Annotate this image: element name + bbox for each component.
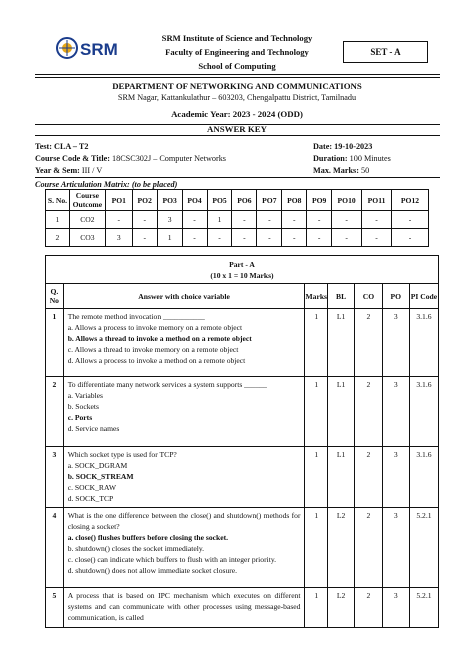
answer-key-title: ANSWER KEY (207, 124, 267, 134)
question-text: Which socket type is used for TCP? (67, 450, 177, 459)
po-cell: 3 (382, 447, 409, 508)
cam-cell: 3 (105, 229, 132, 247)
cam-cell: - (132, 211, 157, 229)
question-cell (63, 508, 305, 588)
option: d. shutdown() does not allow immediate socket closure. (67, 566, 238, 575)
cam-cell: - (391, 211, 428, 229)
info-rule (35, 177, 440, 178)
cam-header: PO6 (232, 190, 257, 211)
part-a-title-row (46, 256, 439, 284)
co-cell: 2 (355, 309, 382, 377)
date: Date: 19-10-2023 (313, 142, 373, 151)
po-cell: 3 (382, 309, 409, 377)
cam-header: PO3 (157, 190, 182, 211)
question-text: To differentiate many network services a system supports ______ (67, 380, 267, 389)
answer-header: Answer with choice variable (63, 284, 305, 309)
test-label: Test: CLA – T2 (35, 142, 89, 151)
cam-cell: - (105, 211, 132, 229)
question-cell (63, 309, 305, 377)
cam-header: Course Outcome (69, 190, 105, 211)
course-articulation-matrix (45, 189, 429, 247)
pi-cell: 5.2.1 (409, 588, 438, 628)
pi-cell: 3.1.6 (409, 447, 438, 508)
option: a. SOCK_DGRAM (67, 461, 128, 470)
cam-cell: - (182, 229, 207, 247)
option: b. shutdown() closes the socket immediately. (67, 544, 205, 553)
address: SRM Nagar, Kattankulathur – 603203, Chengalpattu District, Tamilnadu (117, 93, 357, 102)
co-cell: 2 (355, 588, 382, 628)
cam-header: PO1 (105, 190, 132, 211)
bl-cell: L2 (328, 508, 355, 588)
cam-cell: - (232, 211, 257, 229)
cam-cell: - (307, 211, 332, 229)
qno-header: Q. No (46, 284, 64, 309)
part-a-table (45, 255, 439, 628)
cam-header: PO7 (257, 190, 282, 211)
option: d. Allows a process to invoke a method on a remote object (67, 356, 246, 365)
question-row (46, 588, 439, 628)
option: c. Allows a thread to invoke memory on a remote object (67, 345, 239, 354)
cam-title: Course Articulation Matrix: (to be placed) (35, 180, 178, 189)
bl-header: BL (328, 284, 355, 309)
question-text: A process that is based on IPC mechanism which executes on different systems and can communicate with other processes using message-based communication, is called (67, 591, 301, 622)
cam-header: PO10 (332, 190, 362, 211)
set-label: SET - A (343, 41, 428, 63)
correct-option: c. Ports (67, 413, 93, 422)
cam-header-row (46, 190, 429, 211)
po-cell: 3 (382, 508, 409, 588)
cam-header: PO8 (282, 190, 307, 211)
bl-cell: L2 (328, 588, 355, 628)
question-row (46, 447, 439, 508)
cam-cell: - (362, 229, 392, 247)
header-divider (35, 74, 440, 78)
question-row (46, 309, 439, 377)
po-header: PO (382, 284, 409, 309)
question-number: 2 (46, 377, 64, 447)
part-a-title: Part - A (10 x 1 = 10 Marks) (46, 256, 439, 284)
option: c. close() can indicate which buffers to flush with an integer priority. (67, 555, 277, 564)
max-marks: Max. Marks: 50 (313, 166, 370, 175)
question-row (46, 508, 439, 588)
correct-option: a. close() flushes buffers before closing the socket. (67, 533, 229, 542)
cam-cell: 2 (46, 229, 70, 247)
cam-row (46, 229, 429, 247)
cam-row (46, 211, 429, 229)
faculty-name: Faculty of Engineering and Technology (165, 47, 309, 57)
cam-cell: CO2 (69, 211, 105, 229)
cam-cell: - (391, 229, 428, 247)
co-cell: 2 (355, 377, 382, 447)
cam-cell: - (282, 229, 307, 247)
cam-header: PO5 (207, 190, 232, 211)
cam-cell: - (362, 211, 392, 229)
cam-cell: - (132, 229, 157, 247)
school-name: School of Computing (198, 61, 276, 71)
institution-name: SRM Institute of Science and Technology (161, 33, 313, 43)
marks-cell: 1 (305, 447, 328, 508)
cam-header: PO4 (182, 190, 207, 211)
po-cell: 3 (382, 588, 409, 628)
question-number: 3 (46, 447, 64, 508)
top-rule (35, 124, 440, 125)
option: d. SOCK_TCP (67, 494, 114, 503)
cam-cell: CO3 (69, 229, 105, 247)
course-code: Course Code & Title: 18CSC302J – Computer Networks (35, 154, 226, 163)
cam-cell: 1 (46, 211, 70, 229)
cam-cell: 1 (157, 229, 182, 247)
option: a. Variables (67, 391, 103, 400)
question-number: 5 (46, 588, 64, 628)
option: d. Service names (67, 424, 120, 433)
marks-cell: 1 (305, 508, 328, 588)
cam-cell: - (257, 211, 282, 229)
part-a-header-row (46, 284, 439, 309)
cam-header: PO11 (362, 190, 392, 211)
cam-header: PO2 (132, 190, 157, 211)
year-sem: Year & Sem: III / V (35, 166, 103, 175)
marks-cell: 1 (305, 588, 328, 628)
option: a. Allows a process to invoke memory on a remote object (67, 323, 243, 332)
mid-rule (35, 135, 440, 136)
academic-year: Academic Year: 2023 - 2024 (ODD) (171, 109, 303, 119)
cam-cell: - (307, 229, 332, 247)
cam-cell: - (232, 229, 257, 247)
cam-cell: - (182, 211, 207, 229)
question-cell (63, 588, 305, 628)
marks-cell: 1 (305, 309, 328, 377)
bl-cell: L1 (328, 377, 355, 447)
question-number: 1 (46, 309, 64, 377)
correct-option: b. SOCK_STREAM (67, 472, 134, 481)
option: c. SOCK_RAW (67, 483, 117, 492)
option: b. Sockets (67, 402, 99, 411)
svg-text:SRM: SRM (80, 40, 118, 59)
cam-cell: - (257, 229, 282, 247)
marks-cell: 1 (305, 377, 328, 447)
cam-header: PO12 (391, 190, 428, 211)
question-cell (63, 377, 305, 447)
cam-cell: - (207, 229, 232, 247)
question-text: The remote method invocation ___________ (67, 312, 205, 321)
co-cell: 2 (355, 508, 382, 588)
co-cell: 2 (355, 447, 382, 508)
duration: Duration: 100 Minutes (313, 154, 391, 163)
question-text: What is the one difference between the close() and shutdown() methods for closing a socket? (67, 511, 301, 531)
correct-option: b. Allows a thread to invoke a method on a remote object (67, 334, 252, 343)
pi-cell: 5.2.1 (409, 508, 438, 588)
question-row (46, 377, 439, 447)
cam-cell: - (332, 229, 362, 247)
question-cell (63, 447, 305, 508)
cam-cell: - (282, 211, 307, 229)
pi-cell: 3.1.6 (409, 377, 438, 447)
cam-header: S. No. (46, 190, 70, 211)
po-cell: 3 (382, 377, 409, 447)
bl-cell: L1 (328, 447, 355, 508)
pi-header: PI Code (409, 284, 438, 309)
co-header: CO (355, 284, 382, 309)
pi-cell: 3.1.6 (409, 309, 438, 377)
cam-cell: 3 (157, 211, 182, 229)
cam-cell: - (332, 211, 362, 229)
cam-header: PO9 (307, 190, 332, 211)
cam-cell: 1 (207, 211, 232, 229)
bl-cell: L1 (328, 309, 355, 377)
department-name: DEPARTMENT OF NETWORKING AND COMMUNICATIONS (112, 81, 362, 91)
question-number: 4 (46, 508, 64, 588)
marks-header: Marks (305, 284, 328, 309)
